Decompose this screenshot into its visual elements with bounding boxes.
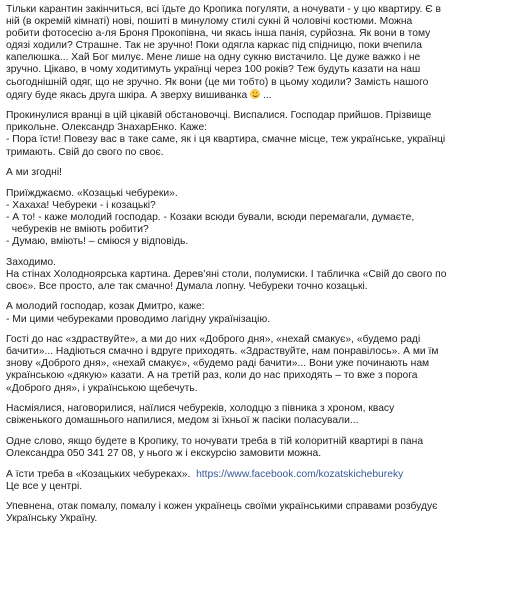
text-line: А ми згодні! (6, 167, 63, 179)
text-line: українською «дякую» казати. А на третій раз, коли до нас приходять – то вже з порога (6, 370, 418, 382)
ellipsis: ... (262, 89, 272, 101)
smiling-face-icon (250, 89, 260, 99)
text-line: - Думаю, вміють! – сміюся у відповідь. (6, 236, 189, 248)
text-line: - А то! - каже молодий господар. - Козаки всюди бували, всюди перемагали, думаєте, (6, 211, 415, 223)
text-line: ній (в окремій кімнаті) нові, пошиті в минулому стилі сукні й чоловічі костюми. Можна (6, 16, 413, 28)
text-line: одязі ходили? Страшне. Так не зручно! Поки одягла каркас під спідницю, поки вчепила (6, 40, 422, 52)
text-line: Це все у центрі. (6, 480, 83, 492)
paragraph-arrival (6, 188, 502, 248)
paragraph-host (6, 301, 502, 325)
text-line: сьогоднішній одяг, що не зручно. Як вони (це ми тобто) в цьому ходили? Замість нашого (6, 76, 429, 88)
post-body (6, 4, 502, 534)
paragraph-conclusion (6, 501, 502, 525)
text-line: Прокинулися вранці в цій цікавій обстановочці. Виспалися. Господар прийшов. Прізвище (6, 110, 432, 122)
text-line: Тільки карантин закінчиться, всі їдьте до Кропика погуляти, а ночувати - у цю квартиру. Є в (6, 4, 441, 15)
text-line-with-link (6, 469, 502, 481)
text-line: свіженького домашнього напилися, медом зі їхньої ж пасіки поласували... (6, 415, 359, 427)
paragraph-feast (6, 403, 502, 427)
text-fragment: А їсти треба в «Козацьких чебуреках». (6, 468, 197, 480)
text-line: капелюшка... Хай Бог милує. Мене лише на одну сукню вистачило. Це дуже важко і не (6, 52, 421, 64)
text-line: бачити»... Надіються смачно і вдруге приходять. «Здраствуйте, нам понравілось». А ми їм (6, 346, 439, 358)
text-line: чебуреків не вміють робити? (6, 224, 149, 235)
paragraph-guests (6, 334, 502, 394)
text-line: Одне слово, якщо будете в Кропику, то ночувати треба в тій колоритній квартирі в пана (6, 435, 424, 447)
facebook-page-link[interactable]: https://www.facebook.com/kozatskichebureky (196, 468, 404, 480)
paragraph-inside (6, 257, 502, 293)
text-line: Українську Україну. (6, 513, 98, 525)
text-line: тримають. Свій до свого по своє. (6, 146, 164, 158)
text-line: прикольне. Олександр ЗнахарЕнко. Каже: (6, 122, 208, 134)
text-line: А молодий господар, козак Дмитро, каже: (6, 301, 205, 313)
text-line: робити фотосесію а-ля Броня Прокопівна, чи якась інша панія, сурйозна. Як вони в тому (6, 28, 431, 40)
text-line: знову «Доброго дня», «нехай смакує», «будемо раді бачити»... Вони уже починають нам (6, 358, 430, 370)
text-fragment: одягу буде якась друга шкіра. А зверху вишиванка (6, 89, 248, 101)
text-line: - Хахаха! Чебуреки - і козацькі? (6, 199, 156, 211)
text-line: Приїжджаємо. «Козацькі чебуреки». (6, 187, 178, 199)
text-line: На стінах Холодноярська картина. Дерев’яні столи, полумиски. І табличка «Свій до свого по (6, 268, 447, 280)
text-line-with-emoji (6, 89, 502, 102)
paragraph-contact (6, 436, 502, 460)
text-line: Гості до нас «здраствуйте», а ми до них «Доброго дня», «нехай смакує», «будемо раді (6, 334, 421, 346)
text-line: своє». Все просто, але так смачно! Думала лопну. Чебуреки точно козацькі. (6, 280, 368, 292)
text-line: Олександра 050 341 27 08, у нього ж і екскурсію замовити можна. (6, 447, 322, 459)
text-line: зручно. Цікаво, в чому ходитимуть українці через 100 років? Теж будуть казати на наш (6, 64, 421, 76)
paragraph-agree (6, 167, 502, 179)
paragraph-intro (6, 4, 502, 102)
text-line: «Доброго дня», і українською щебечуть. (6, 382, 198, 394)
paragraph-eat (6, 469, 502, 493)
paragraph-morning (6, 110, 502, 158)
text-line: Упевнена, отак помалу, помалу і кожен українець своїми українськими справами розбудує (6, 501, 438, 513)
text-line: - Пора їсти! Повезу вас в таке саме, як і ця квартира, смачне місце, теж українське, українці (6, 134, 446, 146)
text-line: Заходимо. (6, 256, 56, 268)
text-line: Насміялися, наговорилися, наїлися чебуреків, холодцю з півника з хроном, квасу (6, 403, 395, 415)
text-line: - Ми цими чебуреками проводимо лагідну українізацію. (6, 313, 271, 325)
